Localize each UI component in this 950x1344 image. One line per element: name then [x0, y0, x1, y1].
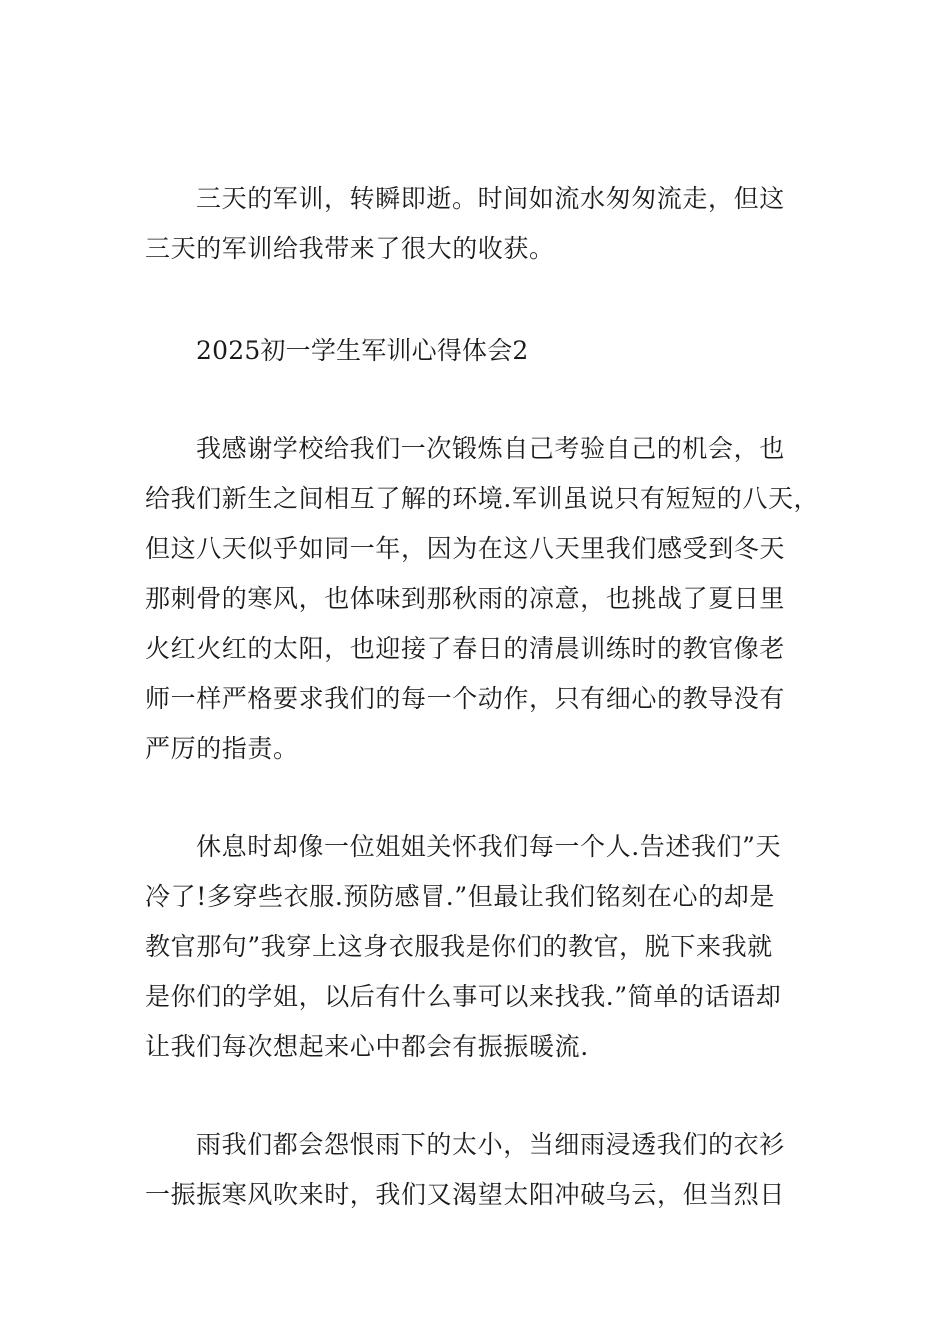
paragraph-1-line-2: 三天的军训给我带来了很大的收获。 — [145, 234, 555, 263]
paragraph-3-line-4: 是你们的学姐，以后有什么事可以来找我.”简单的话语却 — [145, 982, 782, 1011]
section-heading: 2025初一学生军训心得体会2 — [196, 336, 529, 365]
paragraph-2-line-6: 师一样严格要求我们的每一个动作，只有细心的教导没有 — [145, 684, 786, 713]
paragraph-3-line-1: 休息时却像一位姐姐关怀我们每一个人.告述我们”天 — [196, 832, 782, 861]
paragraph-3-line-2: 冷了!多穿些衣服.预防感冒.”但最让我们铭刻在心的却是 — [145, 882, 775, 911]
paragraph-4-line-2: 一振振寒风吹来时，我们又渴望太阳冲破乌云，但当烈日 — [145, 1180, 786, 1209]
paragraph-2-line-1: 我感谢学校给我们一次锻炼自己考验自己的机会，也 — [196, 434, 785, 463]
paragraph-3-line-5: 让我们每次想起来心中都会有振振暖流. — [145, 1032, 589, 1061]
paragraph-1-line-1: 三天的军训，转瞬即逝。时间如流水匆匆流走，但这 — [196, 184, 785, 213]
paragraph-2-line-4: 那刺骨的寒风，也体味到那秋雨的凉意，也挑战了夏日里 — [145, 584, 786, 613]
paragraph-2-line-5: 火红火红的太阳，也迎接了春日的清晨训练时的教官像老 — [145, 634, 786, 663]
paragraph-2-line-3: 但这八天似乎如同一年，因为在这八天里我们感受到冬天 — [145, 534, 786, 563]
paragraph-2-line-2: 给我们新生之间相互了解的环境.军训虽说只有短短的八天， — [145, 484, 820, 513]
paragraph-2-line-7: 严厉的指责。 — [145, 734, 299, 763]
paragraph-4-line-1: 雨我们都会怨恨雨下的太小，当细雨浸透我们的衣衫 — [196, 1130, 785, 1159]
paragraph-3-line-3: 教官那句”我穿上这身衣服我是你们的教官，脱下来我就 — [145, 932, 773, 961]
